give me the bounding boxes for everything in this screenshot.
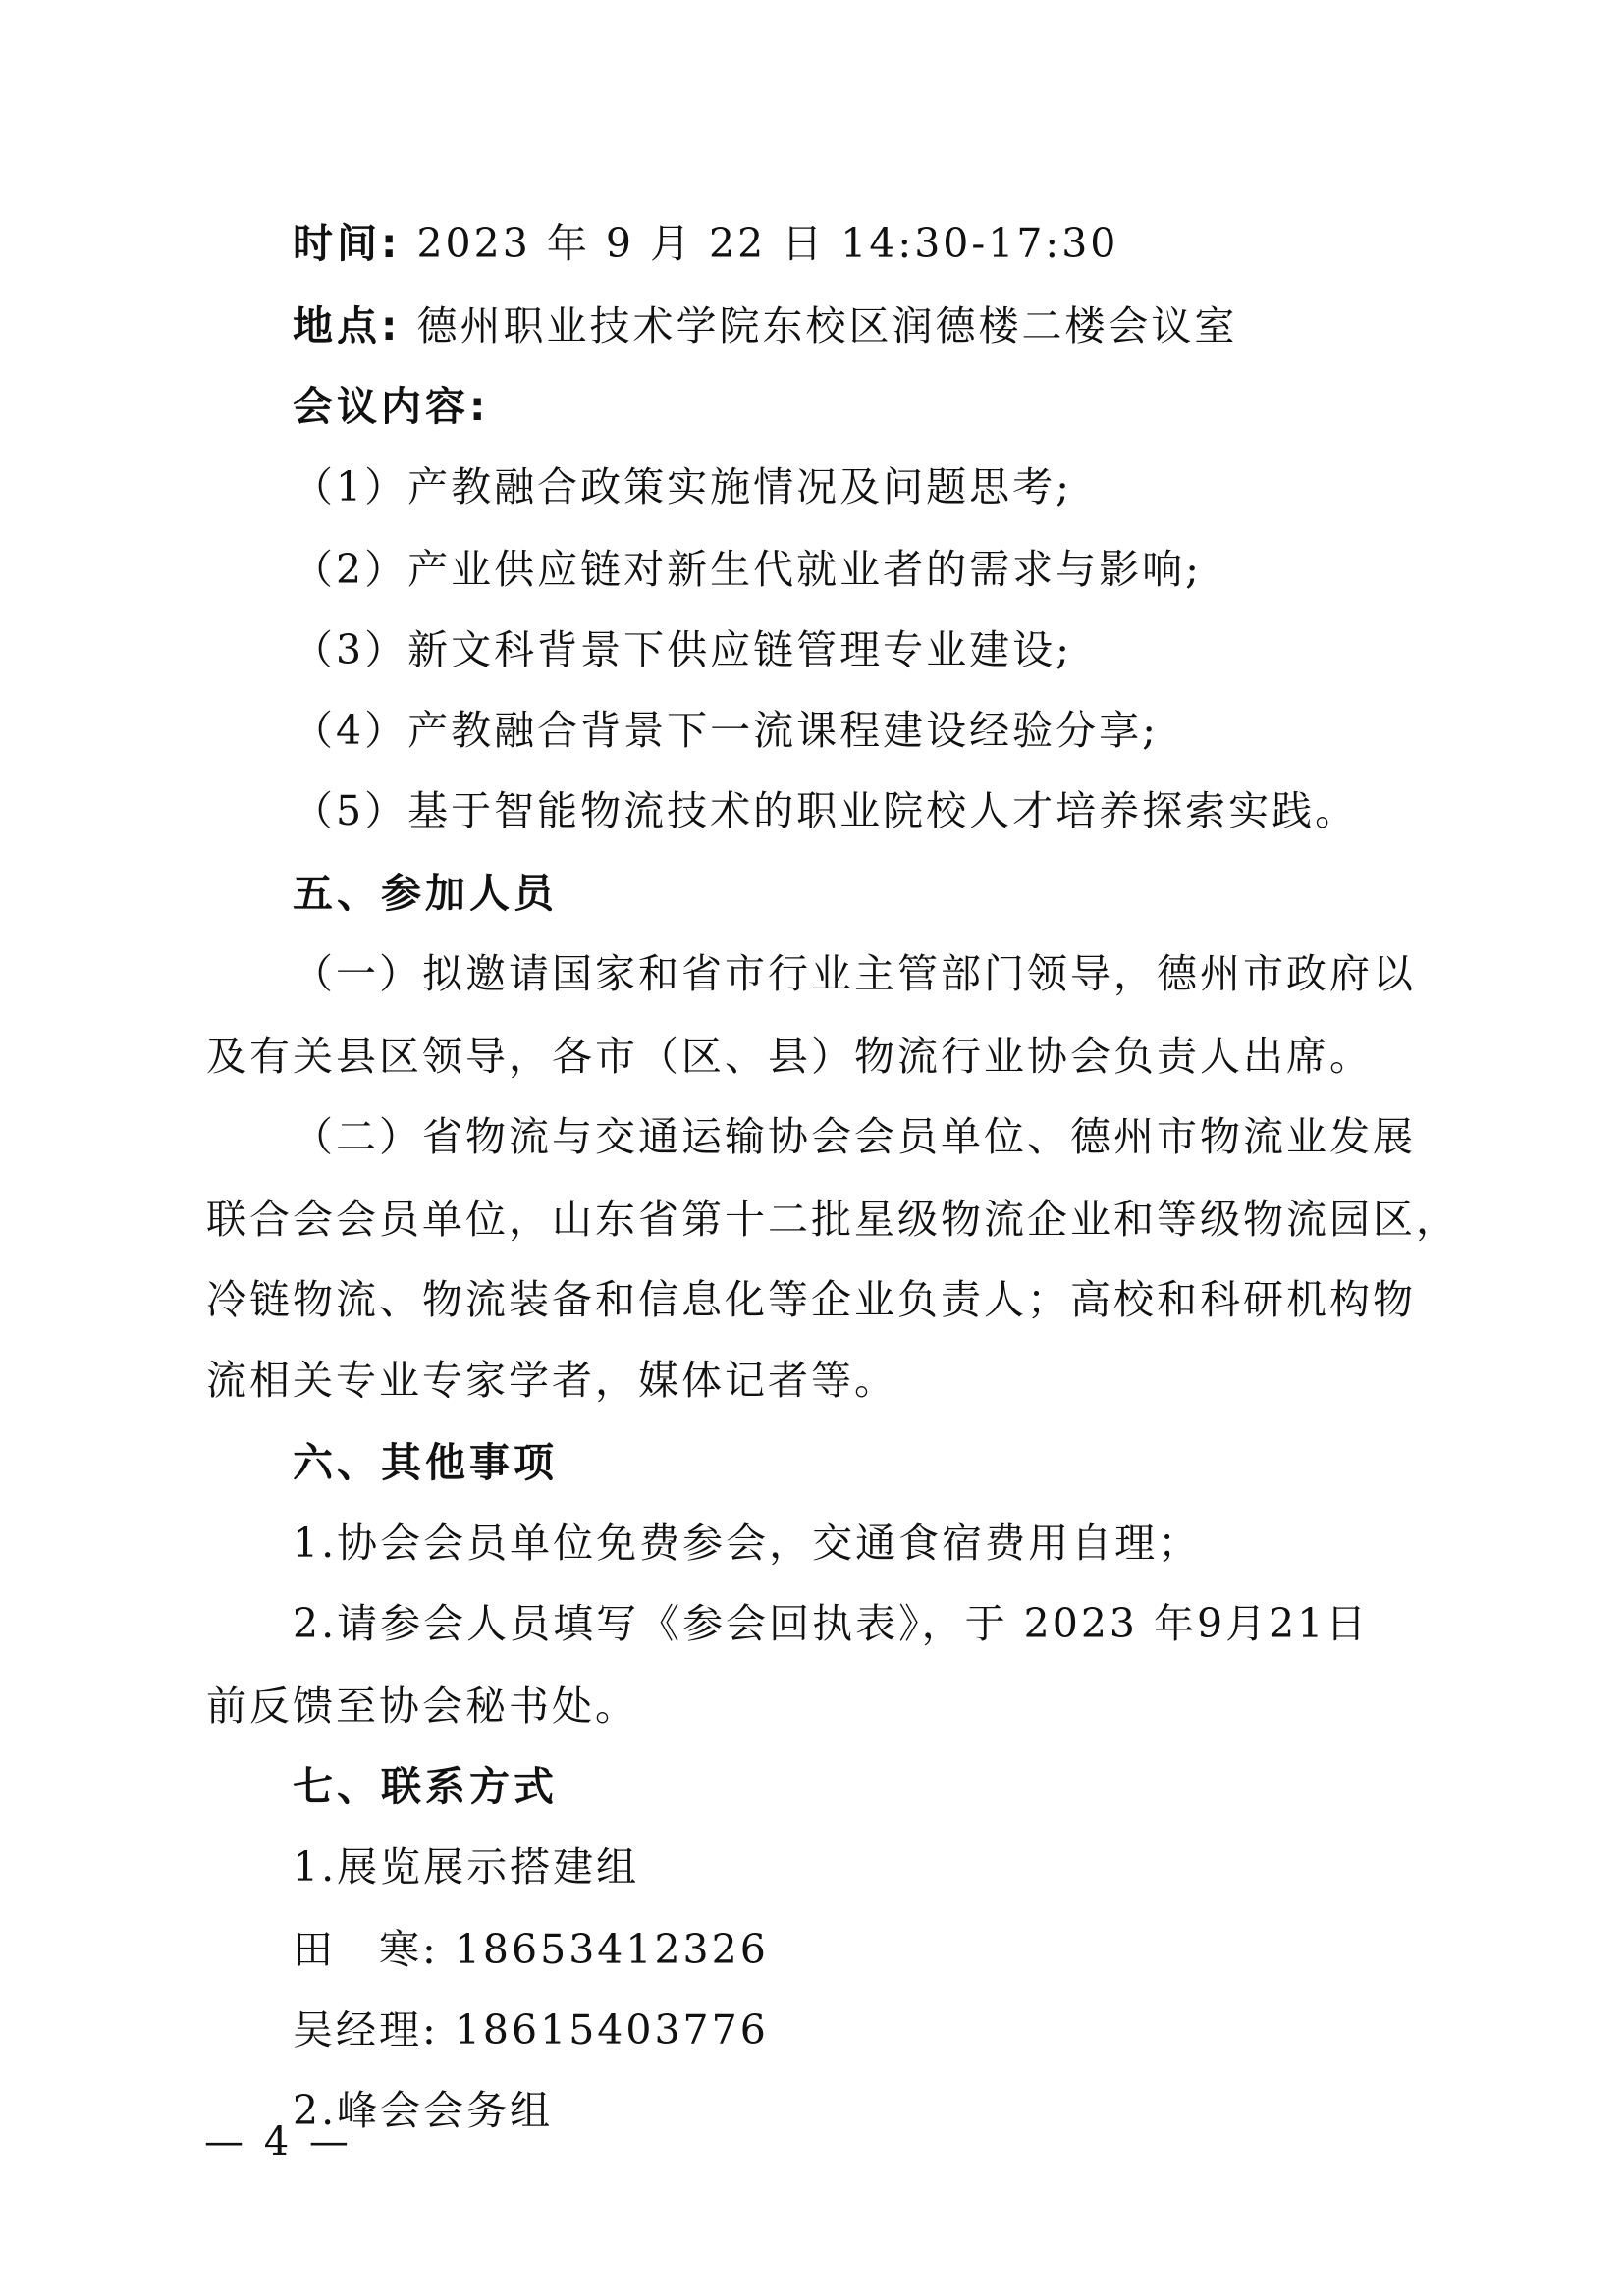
place-value: 德州职业技术学院东校区润德楼二楼会议室 — [401, 302, 1238, 349]
meeting-place — [293, 296, 1237, 355]
time-value: 2023 年 9 月 22 日 14:30-17:30 — [401, 220, 1119, 267]
meeting-time — [293, 214, 1118, 273]
page-number: — 4 — — [204, 2119, 352, 2164]
agenda-item-3: （3）新文科背景下供应链管理专业建设; — [293, 626, 1072, 673]
agenda-item-2: （2）产业供应链对新生代就业者的需求与影响; — [293, 546, 1202, 593]
time-label: 时间: — [293, 220, 402, 267]
contact-person-1: 田 寒: 18653412326 — [293, 1926, 769, 1973]
section5-p2-line1: （二）省物流与交通运输协会会员单位、德州市物流业发展 — [293, 1113, 1416, 1160]
contact-person-2: 吴经理: 18615403776 — [293, 2006, 769, 2054]
agenda-item-4: （4）产教融合背景下一流课程建设经验分享; — [293, 707, 1159, 754]
place-label: 地点: — [293, 302, 402, 349]
content-label: 会议内容: — [293, 383, 490, 430]
section7-heading: 七、联系方式 — [293, 1763, 558, 1810]
section6-heading: 六、其他事项 — [293, 1439, 558, 1486]
section5-heading: 五、参加人员 — [293, 870, 558, 917]
section6-item2-line2: 前反馈至协会秘书处。 — [206, 1682, 638, 1730]
section5-p1-line1: （一）拟邀请国家和省市行业主管部门领导，德州市政府以 — [293, 950, 1416, 997]
section5-p2-line4: 流相关专业专家学者，媒体记者等。 — [206, 1357, 897, 1404]
section5-p2-line3: 冷链物流、物流装备和信息化等企业负责人；高校和科研机构物 — [206, 1276, 1416, 1323]
agenda-item-5: （5）基于智能物流技术的职业院校人才培养探索实践。 — [293, 787, 1359, 834]
section5-p1-line2: 及有关县区领导，各市（区、县）物流行业协会负责人出席。 — [206, 1033, 1373, 1080]
agenda-item-1: （1）产教融合政策实施情况及问题思考; — [293, 463, 1072, 510]
contact-group-1: 1.展览展示搭建组 — [293, 1843, 640, 1891]
section5-p2-line2: 联合会会员单位，山东省第十二批星级物流企业和等级物流园区， — [206, 1196, 1459, 1243]
section6-item1: 1.协会会员单位免费参会，交通食宿费用自理； — [293, 1520, 1202, 1567]
contact-group-2: 2.峰会会务组 — [293, 2087, 554, 2134]
section6-item2-line1: 2.请参会人员填写《参会回执表》，于 2023 年9月21日 — [293, 1600, 1370, 1647]
